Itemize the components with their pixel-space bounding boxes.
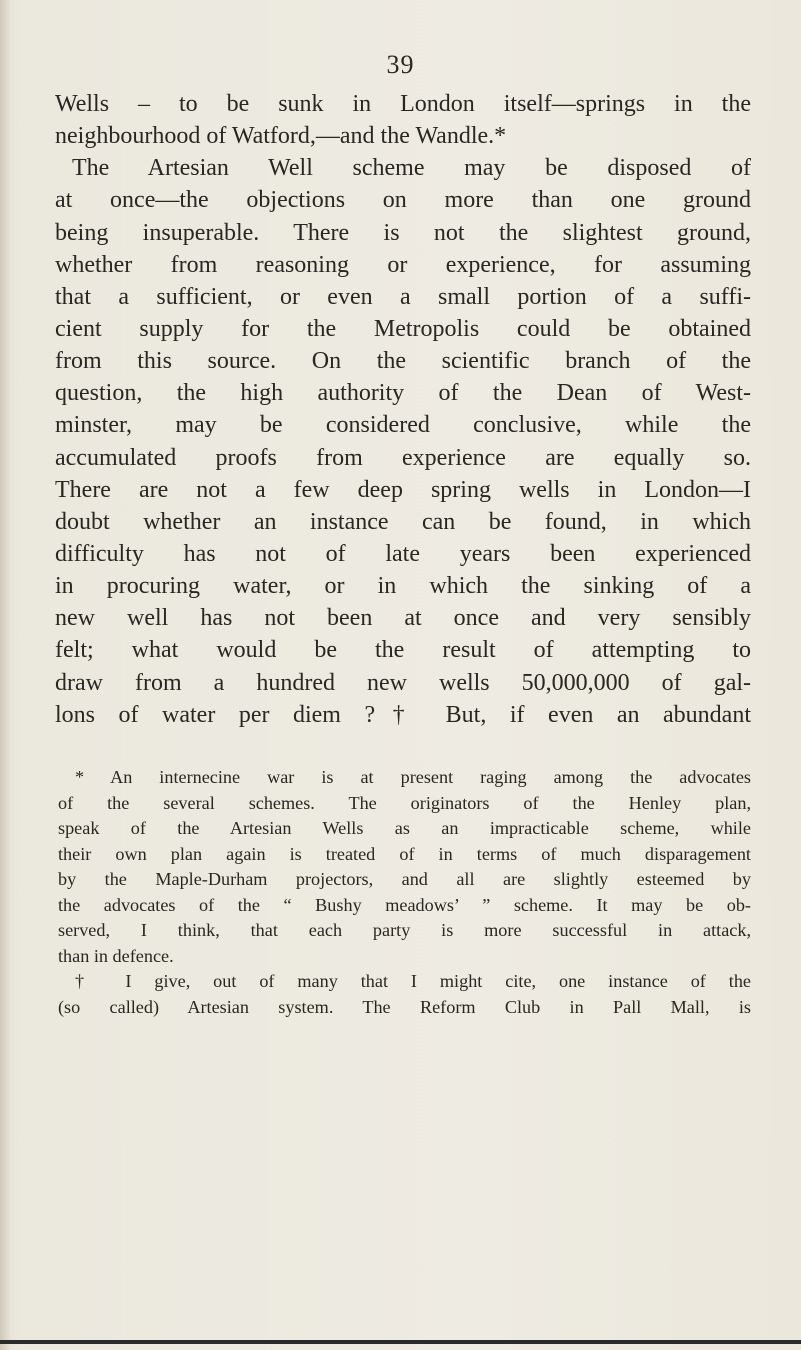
body-line: that a sufficient, or even a small portion of a suffi- — [55, 283, 751, 310]
body-text — [55, 88, 751, 731]
body-line: from this source. On the scientific branch of the — [55, 348, 751, 375]
body-line: whether from reasoning or experience, for assuming — [55, 251, 751, 278]
body-line: lons of water per diem ?† But, if even an abundant — [55, 701, 751, 728]
footnote-line: served, I think, that each party is more successful in attack, — [58, 920, 751, 940]
body-line: neighbourhood of Watford,—and the Wandle.* — [55, 123, 507, 150]
bottom-border — [0, 1340, 801, 1344]
body-line: There are not a few deep spring wells in London—I — [55, 476, 751, 503]
body-line: cient supply for the Metropolis could be obtained — [55, 315, 751, 342]
footnote-line: speak of the Artesian Wells as an impracticable scheme, while — [58, 818, 751, 838]
body-line: draw from a hundred new wells 50,000,000 of gal- — [55, 669, 751, 696]
body-line: The Artesian Well scheme may be disposed of — [72, 155, 751, 182]
body-line: in procuring water, or in which the sinking of a — [55, 573, 751, 600]
page-edge-shadow — [0, 0, 10, 1350]
body-line: minster, may be considered conclusive, while the — [55, 412, 751, 439]
footnote-line: † I give, out of many that I might cite, one instance of the — [75, 971, 751, 991]
page-number: 39 — [386, 50, 415, 79]
body-line: being insuperable. There is not the slightest ground, — [55, 219, 751, 246]
footnote-line: * An internecine war is at present raging among the advocates — [75, 767, 751, 787]
body-line: accumulated proofs from experience are equally so. — [55, 444, 751, 471]
body-line: doubt whether an instance can be found, in which — [55, 508, 751, 535]
footnote-line: than in defence. — [58, 945, 174, 966]
body-line: felt; what would be the result of attempting to — [55, 637, 751, 664]
body-line: difficulty has not of late years been experienced — [55, 540, 751, 567]
footnote-line: their own plan again is treated of in terms of much disparagement — [58, 843, 751, 864]
footnote-line: by the Maple-Durham projectors, and all are slightly esteemed by — [58, 869, 751, 889]
body-line: question, the high authority of the Dean of West- — [55, 380, 751, 407]
footnotes — [58, 765, 751, 1020]
body-line: new well has not been at once and very sensibly — [55, 605, 751, 632]
body-line: at once—the objections on more than one ground — [55, 187, 751, 214]
footnote-line: (so called) Artesian system. The Reform Club in Pall Mall, is — [58, 996, 751, 1017]
footnote-line: the advocates of the “ Bushy meadows’ ” scheme. It may be ob- — [58, 894, 751, 915]
footnote-line: of the several schemes. The originators of the Henley plan, — [58, 792, 751, 813]
body-line: Wells – to be sunk in London itself—springs in the — [55, 91, 751, 117]
